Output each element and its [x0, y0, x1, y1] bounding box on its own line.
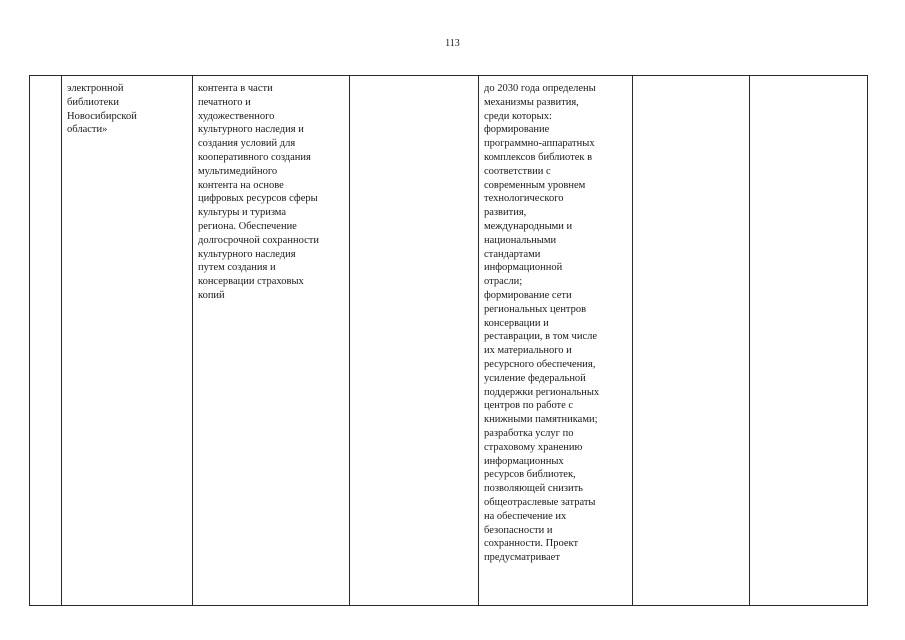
- cell-text-line: путем создания и: [198, 262, 276, 274]
- cell-text-line: механизмы развития,: [484, 96, 579, 108]
- cell-text-line: области»: [67, 124, 108, 136]
- cell-text-line: усиление федеральной: [484, 372, 586, 384]
- cell-text-line: контента на основе: [198, 179, 284, 191]
- cell-text-line: электронной: [67, 83, 124, 94]
- cell-text-line: центров по работе с: [484, 400, 574, 412]
- cell-text-line: мультимедийного: [198, 165, 278, 177]
- cell-text-line: региона. Обеспечение: [198, 220, 297, 232]
- cell-text-line: технологического: [484, 193, 564, 205]
- cell-text-line: культурного наследия и: [198, 124, 304, 136]
- cell-text-line: комплексов библиотек в: [484, 151, 593, 163]
- cell-text-line: консервации страховых: [198, 276, 304, 288]
- table-row: [30, 76, 868, 606]
- cell-text-line: безопасности и: [484, 524, 553, 536]
- cell-text-line: культуры и туризма: [198, 207, 287, 219]
- cell-text-line: долгосрочной сохранности: [198, 234, 319, 246]
- table-cell-col-6: [633, 76, 750, 606]
- cell-text-line: Новосибирской: [67, 110, 137, 122]
- cell-text-line: отрасли;: [484, 276, 523, 288]
- cell-text-line: поддержки региональных: [484, 386, 600, 398]
- cell-text-line: библиотеки: [67, 96, 119, 108]
- cell-text-line: кооперативного создания: [198, 151, 311, 163]
- cell-text-line: стандартами: [484, 248, 541, 260]
- cell-text-line: формирование сети: [484, 289, 572, 301]
- cell-text-line: разработка услуг по: [484, 427, 574, 439]
- cell-text-line: их материального и: [484, 345, 572, 357]
- page-number: 113: [445, 38, 460, 49]
- cell-text-line: копий: [198, 289, 225, 301]
- cell-text-line: печатного и: [198, 96, 251, 108]
- cell-text-line: информационных: [484, 455, 564, 467]
- document-table: [29, 75, 868, 606]
- table-cell-col-4: [350, 76, 479, 606]
- cell-text-line: предусматривает: [484, 552, 560, 564]
- cell-text-line: общеотраслевые затраты: [484, 496, 596, 508]
- table-cell-col-3: [193, 76, 350, 606]
- cell-text-line: ресурсов библиотек,: [484, 469, 576, 481]
- cell-text-line: страховому хранению: [484, 441, 583, 453]
- cell-text-line: национальными: [484, 234, 557, 246]
- cell-text-line: контента в части: [198, 83, 273, 94]
- cell-text-line: сохранности. Проект: [484, 538, 579, 550]
- cell-text-line: на обеспечение их: [484, 510, 567, 522]
- cell-text-line: международными и: [484, 220, 573, 232]
- cell-text-line: современным уровнем: [484, 179, 586, 191]
- cell-text-line: консервации и: [484, 317, 549, 329]
- cell-text-line: ресурсного обеспечения,: [484, 358, 596, 370]
- cell-text-line: региональных центров: [484, 303, 587, 315]
- cell-text-line: культурного наследия: [198, 248, 296, 260]
- cell-text-line: художественного: [198, 110, 275, 122]
- table-cell-col-1: [30, 76, 62, 606]
- cell-text-line: информационной: [484, 262, 563, 274]
- cell-text-line: формирование: [484, 124, 550, 136]
- cell-text-line: среди которых:: [484, 110, 552, 122]
- cell-text-line: до 2030 года определены: [484, 83, 596, 94]
- cell-text-line: развития,: [484, 207, 527, 219]
- table-cell-col-2: [62, 76, 193, 606]
- cell-text-line: цифровых ресурсов сферы: [198, 193, 318, 205]
- cell-text-line: создания условий для: [198, 138, 296, 150]
- cell-text-line: книжными памятниками;: [484, 414, 598, 426]
- cell-text-line: программно-аппаратных: [484, 138, 595, 150]
- table-cell-col-5: [479, 76, 633, 606]
- cell-text-line: соответствии с: [484, 165, 551, 177]
- cell-text-line: реставрации, в том числе: [484, 331, 597, 343]
- cell-text-line: позволяющей снизить: [484, 483, 583, 495]
- table-cell-col-7: [750, 76, 868, 606]
